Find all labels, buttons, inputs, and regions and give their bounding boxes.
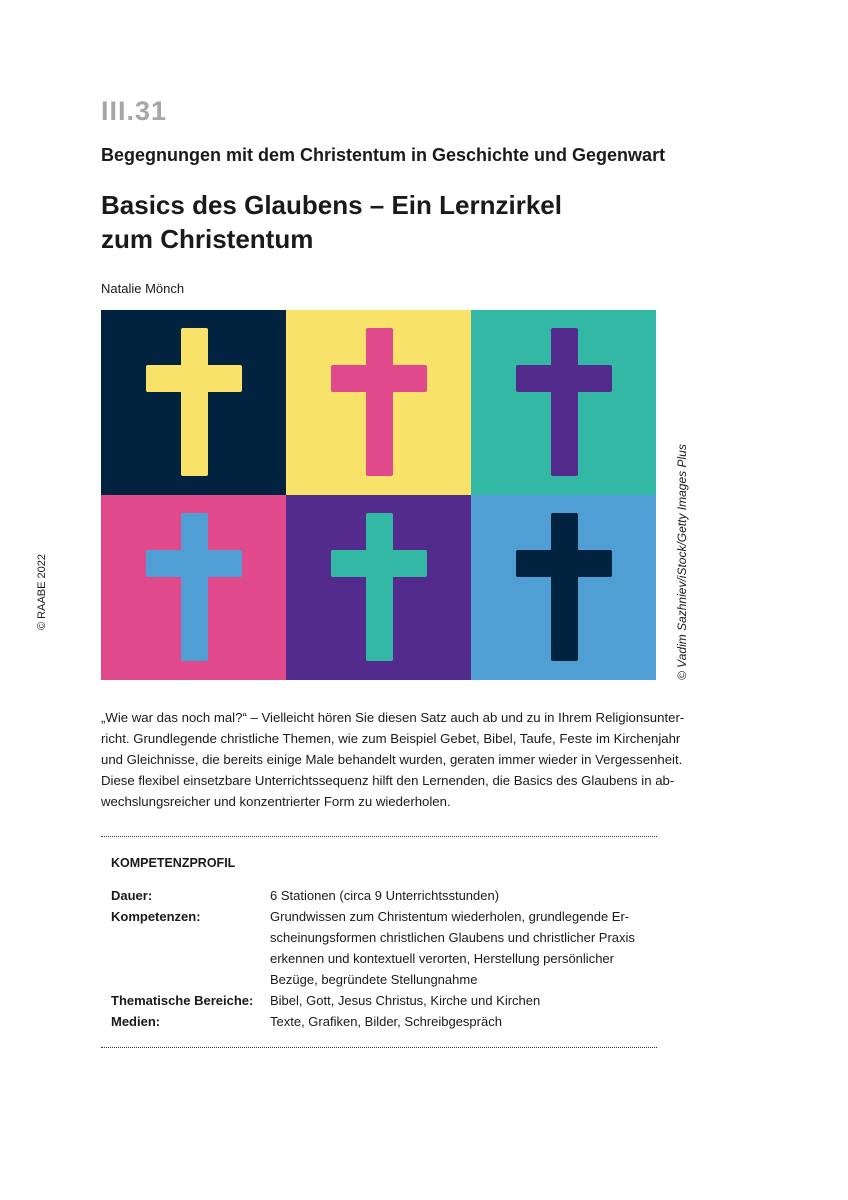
cross-icon: [551, 328, 578, 476]
title-line: Basics des Glaubens – Ein Lernzirkel: [101, 190, 562, 220]
intro-line: und Gleichnisse, die bereits einige Male behandelt wurden, geraten immer wieder in Vergessenheit.: [101, 752, 683, 767]
intro-line: Diese flexibel einsetzbare Unterrichtssequenz hilft den Lernenden, die Basics des Glaubens in ab-: [101, 773, 675, 788]
cross-tile: [101, 495, 286, 680]
intro-line: richt. Grundlegende christliche Themen, wie zum Beispiel Gebet, Bibel, Taufe, Feste im Kirchenjahr: [101, 731, 681, 746]
cross-icon: [146, 365, 242, 392]
profile-label-media: Medien:: [111, 1014, 161, 1029]
cross-tile: [286, 495, 471, 680]
profile-value-duration: [270, 885, 499, 906]
cross-icon: [366, 328, 393, 476]
profile-value-line: Bibel, Gott, Jesus Christus, Kirche und Kirchen: [270, 993, 541, 1008]
profile-value-competencies: [270, 906, 635, 990]
image-credit: © Vadim Sazhniev/iStock/Getty Images Plus: [675, 444, 689, 680]
profile-value-line: Grundwissen zum Christentum wiederholen, grundlegende Er-: [270, 909, 630, 924]
profile-label-competencies: Kompetenzen:: [111, 909, 201, 924]
dotted-divider: [101, 1047, 657, 1048]
author-name: Natalie Mönch: [101, 281, 185, 296]
copyright-note: © RAABE 2022: [36, 554, 48, 630]
intro-line: wechslungsreicher und konzentrierter Form zu wiederholen.: [101, 794, 451, 809]
page-title: [101, 188, 661, 256]
cross-tile: [101, 310, 286, 495]
profile-label-duration: Dauer:: [111, 888, 153, 903]
cross-icon: [331, 365, 427, 392]
profile-heading: KOMPETENZPROFIL: [111, 856, 236, 870]
dotted-divider: [101, 836, 657, 837]
profile-value-line: Texte, Grafiken, Bilder, Schreibgespräch: [270, 1014, 502, 1029]
profile-value-line: 6 Stationen (circa 9 Unterrichtsstunden): [270, 888, 500, 903]
cross-icon: [551, 513, 578, 661]
cross-icon: [181, 513, 208, 661]
cross-icon: [366, 513, 393, 661]
title-line: zum Christentum: [101, 224, 314, 254]
cross-icon: [516, 365, 612, 392]
profile-value-topics: [270, 990, 540, 1011]
intro-paragraph: [101, 707, 685, 812]
section-code: III.31: [101, 96, 168, 126]
cross-icon: [181, 328, 208, 476]
profile-value-line: scheinungsformen christlichen Glaubens und christlicher Praxis: [270, 930, 635, 945]
intro-line: „Wie war das noch mal?“ – Vielleicht hören Sie diesen Satz auch ab und zu in Ihrem Religionsunter-: [101, 710, 685, 725]
cross-tile: [471, 495, 656, 680]
cross-tile: [471, 310, 656, 495]
cross-icon: [146, 550, 242, 577]
series-title: Begegnungen mit dem Christentum in Geschichte und Gegenwart: [101, 145, 666, 165]
cross-icon: [516, 550, 612, 577]
profile-value-line: erkennen und kontextuell verorten, Herstellung persönlicher: [270, 951, 614, 966]
profile-label-topics: Thematische Bereiche:: [111, 993, 254, 1008]
cross-icon: [331, 550, 427, 577]
cover-image-crosses: [101, 310, 656, 680]
profile-value-line: Bezüge, begründete Stellungnahme: [270, 972, 478, 987]
cross-tile: [286, 310, 471, 495]
profile-value-media: [270, 1011, 502, 1032]
